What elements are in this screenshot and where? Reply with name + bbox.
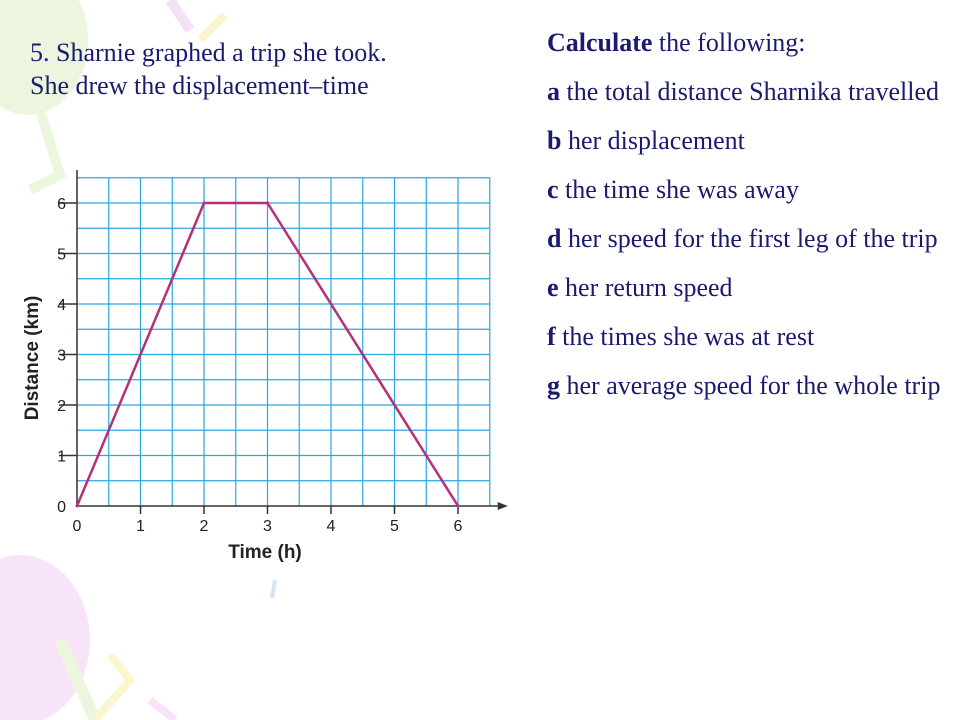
- question-text-line-1: Sharnie graphed a trip she took.: [56, 38, 387, 67]
- task-letter: d: [547, 224, 562, 253]
- x-tick-label: 3: [263, 518, 272, 535]
- question-line-1: [30, 36, 500, 69]
- data-point: [76, 505, 79, 508]
- x-tick-label: 2: [199, 518, 209, 535]
- task-list: [547, 26, 947, 418]
- task-item-c: [547, 173, 947, 206]
- x-tick-label: 5: [390, 518, 399, 535]
- y-tick-label: 1: [57, 448, 66, 466]
- x-tick-label: 1: [136, 518, 145, 535]
- task-item-d: [547, 222, 947, 255]
- y-tick-label: 0: [57, 499, 66, 516]
- balloon-bottom-left-decoration: [0, 555, 175, 720]
- task-letter: a: [547, 77, 560, 106]
- task-letter: c: [547, 175, 559, 204]
- task-heading-rest: the following:: [652, 28, 806, 57]
- task-letter: e: [547, 273, 559, 302]
- task-letter: b: [547, 126, 562, 155]
- task-text: her average speed for the whole trip: [560, 371, 941, 400]
- task-item-b: [547, 124, 947, 157]
- streamer-top-decoration: [170, 0, 225, 40]
- x-axis-arrow: [498, 502, 508, 510]
- x-tick-label: 6: [453, 518, 463, 535]
- y-tick-label: 3: [57, 347, 66, 365]
- streamer-mid-decoration: [272, 580, 275, 598]
- task-item-g: [547, 369, 947, 402]
- data-point: [203, 202, 206, 205]
- y-tick-label: 6: [57, 196, 66, 213]
- task-item-e: [547, 271, 947, 304]
- y-tick-label: 5: [57, 246, 66, 264]
- task-text: her displacement: [561, 126, 745, 155]
- task-item-a: [547, 75, 947, 108]
- x-tick-label: 4: [326, 518, 336, 535]
- chart-axes: [73, 170, 508, 510]
- y-tick-label: 2: [57, 398, 66, 415]
- task-text: her return speed: [558, 273, 733, 302]
- x-axis-label: Time (h): [228, 542, 302, 563]
- task-text: the times she was at rest: [555, 322, 815, 351]
- task-heading-bold: Calculate: [547, 28, 653, 57]
- task-text: the time she was away: [558, 175, 799, 204]
- task-text: the total distance Sharnika travelled: [560, 77, 940, 106]
- question-intro: [30, 36, 500, 102]
- task-heading: [547, 26, 947, 59]
- y-axis-label: Distance (km): [22, 295, 43, 421]
- task-letter: g: [547, 371, 560, 400]
- y-tick-label: 4: [57, 297, 66, 314]
- distance-time-chart: [0, 170, 520, 570]
- question-number: 5.: [30, 38, 50, 67]
- data-point: [457, 505, 460, 508]
- x-tick-label: 0: [72, 518, 82, 535]
- data-point: [266, 202, 269, 205]
- chart-ticks: [57, 196, 462, 535]
- task-item-f: [547, 320, 947, 353]
- task-letter: f: [547, 322, 556, 351]
- question-text-line-2: She drew the displacement–time: [30, 71, 369, 100]
- task-text: her speed for the first leg of the trip: [561, 224, 938, 253]
